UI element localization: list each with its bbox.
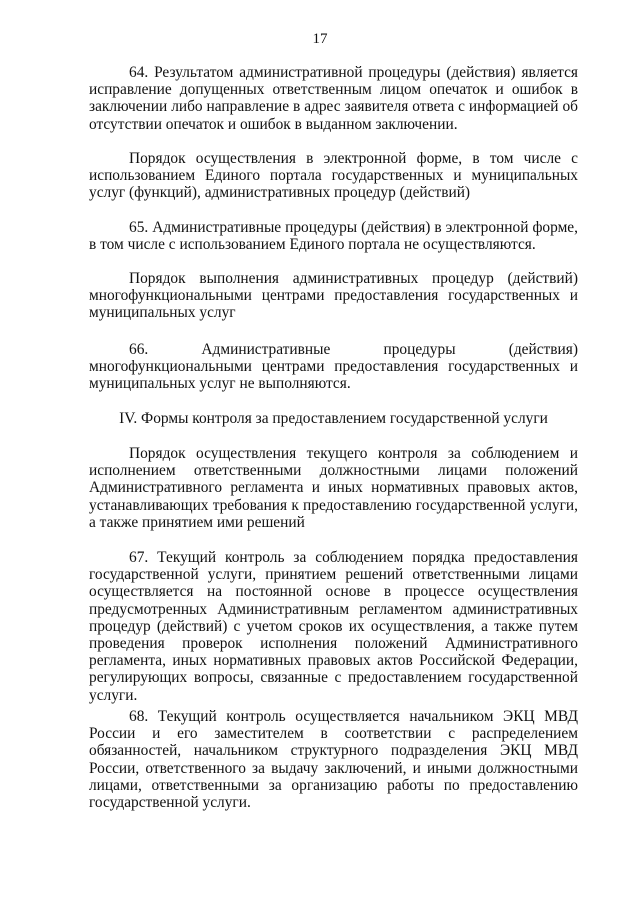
paragraph-64: 64. Результатом административной процедуры (действия) является исправление допущенных ответственным лицом опечаток и ошибок в заключении либо направление в адрес заявителя ответа с информацией об отсутствии опечаток и ошибок в выданном заключении. — [89, 64, 578, 133]
section-subheading-current-control: Порядок осуществления текущего контроля за соблюдением и исполнением ответственными должностными лицами положений Административного регламента и иных нормативных правовых актов, устанавливающих требования к предоставлению государственной услуги, а также принятием ими решений — [89, 445, 578, 531]
section-subheading-mfc: Порядок выполнения административных процедур (действий) многофункциональными центрами предоставления государственных и муниципальных услуг — [89, 270, 578, 322]
page-number: 17 — [312, 31, 328, 47]
paragraph-68: 68. Текущий контроль осуществляется начальником ЭКЦ МВД России и его заместителем в соответствии с распределением обязанностей, начальником структурного подразделения ЭКЦ МВД России, ответственного за выдачу заключений, и иными должностными лицами, ответственными за организацию работы по предоставлению государственной услуги. — [89, 708, 578, 812]
section-subheading-electronic-form: Порядок осуществления в электронной форме, в том числе с использованием Единого портала государственных и муниципальных услуг (функций), административных процедур (действий) — [89, 150, 578, 202]
section-heading-iv: IV. Формы контроля за предоставлением государственной услуги — [119, 410, 548, 427]
paragraph-66: 66. Административные процедуры (действия) многофункциональными центрами предоставления государственных и муниципальных услуг не выполняются. — [89, 341, 578, 393]
paragraph-65: 65. Административные процедуры (действия) в электронной форме, в том числе с использованием Единого портала не осуществляются. — [89, 219, 578, 254]
paragraph-67: 67. Текущий контроль за соблюдением порядка предоставления государственной услуги, принятием решений ответственными лицами осуществляется на постоянной основе в процессе осуществления предусмотренных Административным регламентом административных процедур (действий) с учетом сроков их осуществления, а также путем проведения проверок исполнения положений Административного регламента, иных нормативных правовых актов Российской Федерации, регулирующих вопросы, связанные с предоставлением государственной услуги. — [89, 549, 578, 704]
